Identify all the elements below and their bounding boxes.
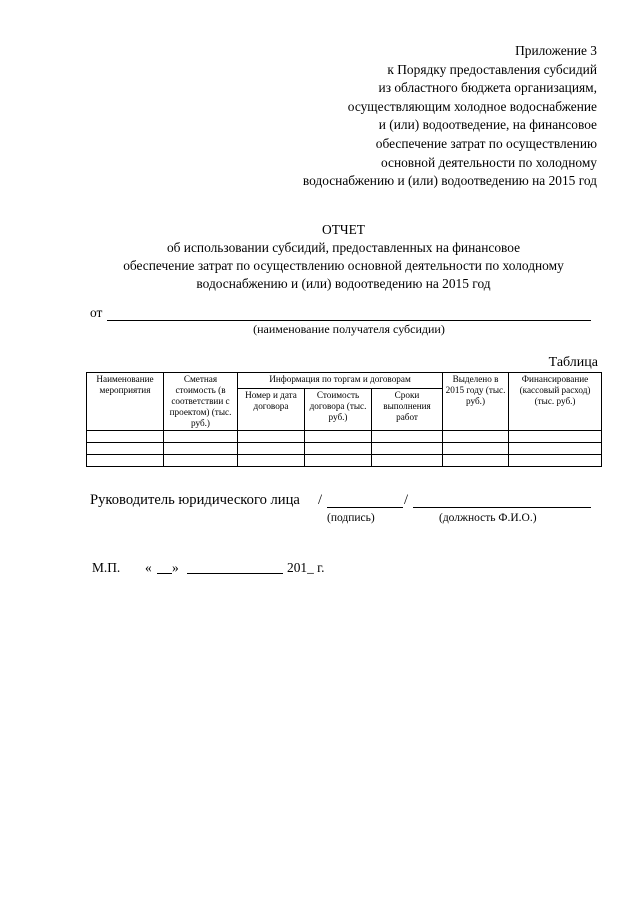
header-tenders: Информация по торгам и договорам: [238, 373, 443, 389]
signature-field[interactable]: [327, 507, 403, 508]
date-quote-close: »: [172, 560, 179, 575]
position-caption: (должность Ф.И.О.): [439, 512, 537, 524]
table-cell[interactable]: [372, 455, 443, 467]
report-subtitle-line: водоснабжению и (или) водоотведению на 2015 год: [196, 276, 491, 291]
table-cell[interactable]: [443, 455, 509, 467]
table-cell[interactable]: [372, 443, 443, 455]
table-cell[interactable]: [164, 431, 238, 443]
table-cell[interactable]: [509, 431, 602, 443]
appendix-line: осуществляющим холодное водоснабжение: [347, 98, 597, 114]
recipient-name-field[interactable]: [107, 320, 591, 321]
signature-caption: (подпись): [327, 512, 375, 524]
report-table: [86, 372, 602, 467]
table-cell[interactable]: [238, 431, 305, 443]
table-cell[interactable]: [443, 443, 509, 455]
table-cell[interactable]: [305, 431, 372, 443]
table-row: [87, 455, 602, 467]
date-month-field[interactable]: [187, 573, 283, 574]
appendix-line: водоснабжению и (или) водоотведению на 2015 год: [302, 173, 597, 189]
appendix-line: из областного бюджета организациям,: [378, 80, 597, 96]
date-day-field[interactable]: [157, 573, 172, 574]
signature-label: Руководитель юридического лица: [90, 492, 300, 508]
table-cell[interactable]: [372, 431, 443, 443]
table-cell[interactable]: [238, 443, 305, 455]
table-cell[interactable]: [305, 443, 372, 455]
stamp-label: М.П.: [92, 560, 121, 575]
appendix-header: [303, 42, 597, 191]
table-cell[interactable]: [164, 443, 238, 455]
table-cell[interactable]: [305, 455, 372, 467]
header-event: Наименование мероприятия: [87, 373, 164, 431]
appendix-line: основной деятельности по холодному: [380, 154, 597, 170]
table-cell[interactable]: [509, 455, 602, 467]
table-cell[interactable]: [87, 443, 164, 455]
table-cell[interactable]: [87, 431, 164, 443]
report-subtitle-line: обеспечение затрат по осуществлению основной деятельности по холодному: [123, 258, 564, 273]
table-cell[interactable]: [509, 443, 602, 455]
header-work-terms: Сроки выполнения работ: [372, 389, 443, 431]
appendix-line: Приложение 3: [515, 43, 597, 58]
signature-slash-close: /: [404, 492, 409, 508]
date-quote-open: «: [145, 560, 152, 575]
table-caption: Таблица: [548, 355, 598, 370]
recipient-caption: (наименование получателя субсидии): [253, 322, 445, 336]
report-title: [60, 221, 627, 293]
header-allocated: Выделено в 2015 году (тыс. руб.): [443, 373, 509, 431]
report-heading: ОТЧЕТ: [322, 222, 365, 237]
table-row: [87, 443, 602, 455]
header-estimate: Сметная стоимость (в соответствии с проектом) (тыс. руб.): [164, 373, 238, 431]
report-subtitle-line: об использовании субсидий, предоставленных на финансовое: [166, 240, 521, 255]
signature-slash-open: /: [318, 492, 323, 508]
header-financing: Финансирование (кассовый расход) (тыс. руб.): [509, 373, 602, 431]
appendix-line: обеспечение затрат по осуществлению: [375, 135, 597, 151]
header-contract-cost: Стоимость договора (тыс. руб.): [305, 389, 372, 431]
appendix-line: к Порядку предоставления субсидий: [387, 61, 597, 77]
table-cell[interactable]: [164, 455, 238, 467]
table-cell[interactable]: [87, 455, 164, 467]
recipient-prefix: от: [90, 305, 103, 320]
table-cell[interactable]: [238, 455, 305, 467]
appendix-line: и (или) водоотведение, на финансовое: [378, 117, 597, 133]
table-row: [87, 431, 602, 443]
date-year: 201_ г.: [287, 560, 325, 575]
table-cell[interactable]: [443, 431, 509, 443]
position-name-field[interactable]: [413, 507, 591, 508]
header-contract-number: Номер и дата договора: [238, 389, 305, 431]
